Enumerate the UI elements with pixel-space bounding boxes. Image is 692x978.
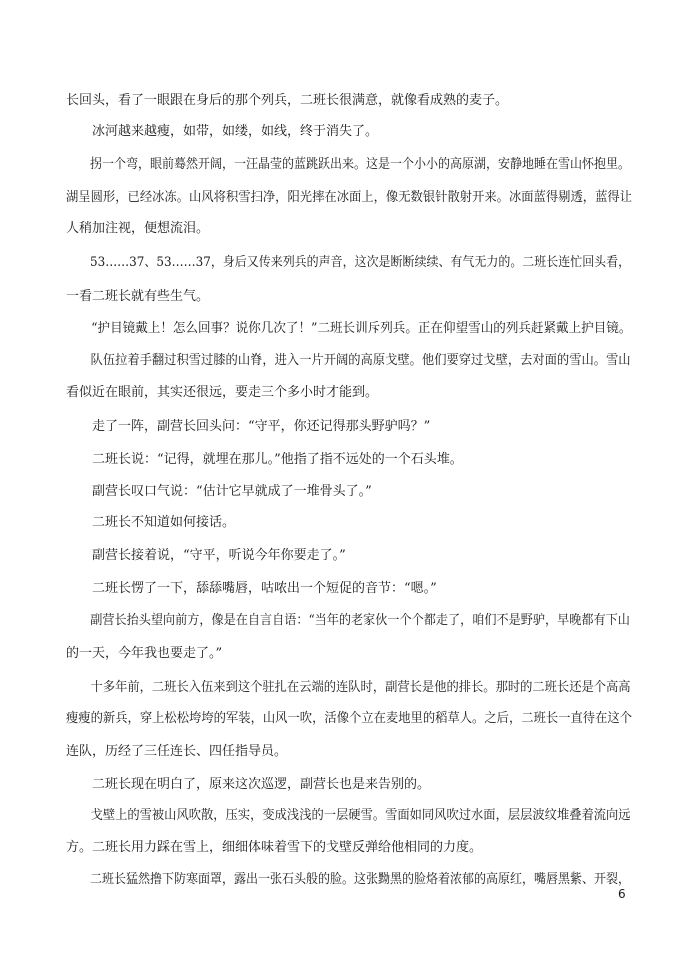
text-line: 十多年前，二班长入伍来到这个驻扎在云端的连队时，副营长是他的排长。那时的二班长还是个高高 [90,680,631,695]
text-line: 戈壁上的雪被山风吹散，压实，变成浅浅的一层硬雪。雪面如同风吹过水面，层层波纹堆叠着流向远 [90,808,631,823]
paragraph [66,320,632,338]
text-line: 二班长猛然撸下防寒面罩，露出一张石头般的脸。这张黝黑的脸烙着浓郁的高原红，嘴唇黑紫、开裂， [90,872,631,887]
paragraph [66,123,632,141]
paragraph-line [66,288,632,306]
paragraph-line [66,645,632,663]
paragraph [66,156,632,174]
paragraph [66,776,632,794]
page-number: 6 [618,887,626,901]
text-line: 二班长不知道如何接话。 [92,515,236,530]
text-line: 湖呈圆形，已经冰冻。山风将积雪扫净，阳光摔在冰面上，像无数银针散射开来。冰面蓝得剔透，蓝得让 [66,190,633,205]
paragraph-line [66,839,632,857]
text-line: 的一天，今年我也要走了。” [66,646,223,661]
paragraph [66,254,632,272]
text-line: 二班长说：“记得，就埋在那儿。”他指了指不远处的一个石头堆。 [92,452,463,467]
text-line: 人稍加注视，便想流泪。 [66,221,210,236]
paragraph [66,514,632,532]
paragraph [66,679,632,697]
text-line: 看似近在眼前，其实还很远，要走三个多小时才能到。 [66,385,379,400]
paragraph [66,871,632,889]
paragraph [66,451,632,469]
text-line: 连队，历经了三任连长、四任指导员。 [66,744,288,759]
paragraph-line [66,220,632,238]
paragraph-continuation [66,92,632,110]
text-line: 53……37、53……37，身后又传来列兵的声音，这次是断断续续、有气无力的。二班长连忙回头看， [89,255,631,270]
text-line: 一看二班长就有些生气。 [66,289,210,304]
paragraph [66,352,632,370]
text-line: 瘦瘦的新兵，穿上松松垮垮的军装，山风一吹，活像个立在麦地里的稻草人。之后，二班长一直待在这个 [66,711,633,726]
paragraph-line [66,384,632,402]
text-line: 二班长现在明白了，原来这次巡逻，副营长也是来告别的。 [92,777,431,792]
text-line: 队伍拉着手翻过积雪过膝的山脊，进入一片开阔的高原戈壁。他们要穿过戈壁，去对面的雪山。雪山 [90,353,631,368]
text-line: 走了一阵，副营长回头问：“守平，你还记得那头野驴吗？” [92,419,431,434]
text-line: 副营长抬头望向前方，像是在自言自语：“当年的老家伙一个个都走了，咱们不是野驴，早晚都有下山 [90,613,630,628]
paragraph [66,483,632,501]
paragraph-line [66,189,632,207]
text-line: 拐一个弯，眼前蓦然开阔，一汪晶莹的蓝跳跃出来。这是一个小小的高原湖，安静地睡在雪山怀抱里。 [90,157,631,172]
paragraph [66,807,632,825]
text-line: 方。二班长用力踩在雪上，细细体味着雪下的戈壁反弹给他相同的力度。 [66,840,483,855]
text-line: 副营长接着说，“守平，听说今年你要走了。” [92,548,346,563]
paragraph [66,612,632,630]
paragraph [66,418,632,436]
text-line: 副营长叹口气说：“估计它早就成了一堆骨头了。” [92,484,372,499]
text-line: 二班长愣了一下，舔舔嘴唇，咕哝出一个短促的音节：“嗯。” [92,581,437,596]
paragraph-line [66,743,632,761]
text-line: “护目镜戴上！怎么回事？说你几次了！”二班长训斥列兵。正在仰望雪山的列兵赶紧戴上护目镜。 [91,321,632,336]
paragraph-line [66,710,632,728]
paragraph [66,580,632,598]
paragraph [66,547,632,565]
text-line: 冰河越来越瘦，如带，如缕，如线，终于消失了。 [92,124,379,139]
text-line: 长回头，看了一眼跟在身后的那个列兵，二班长很满意，就像看成熟的麦子。 [66,93,509,108]
